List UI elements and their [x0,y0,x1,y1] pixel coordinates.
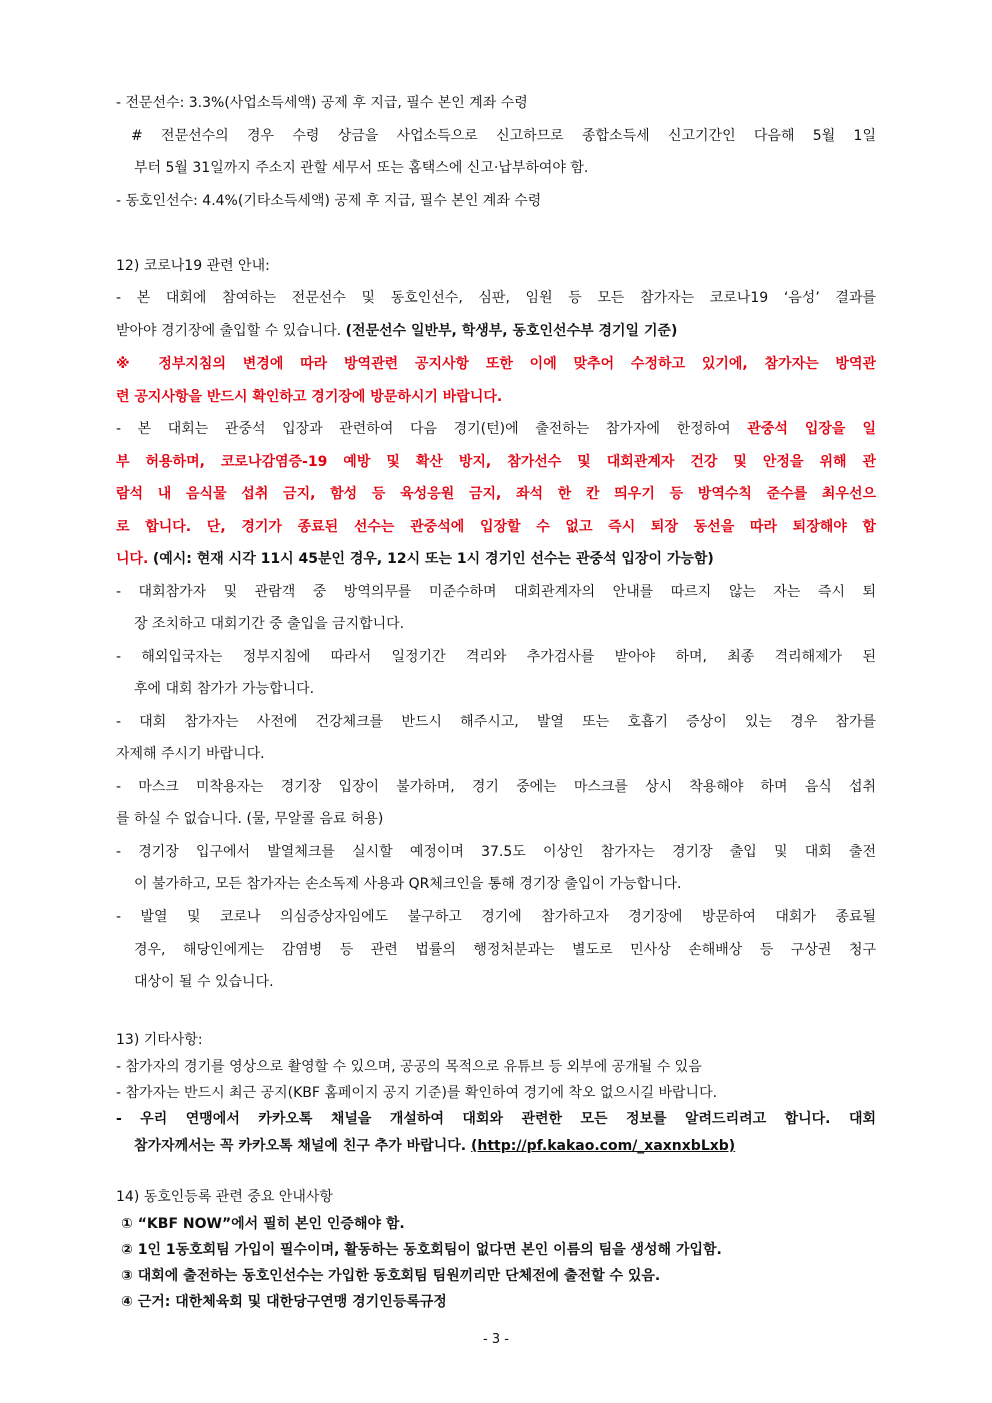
etc-kakao-line [134,1136,876,1156]
etc-heading: 13) 기타사항: [116,1032,203,1048]
covid-spectator-line [116,419,876,439]
covid-spectator-example-text: (예시: 현재 시각 11시 45분인 경우, 12시 또는 1시 경기인 선수는 관중석 입장이 가능함) [152,551,714,567]
pro-tax-note-line: 부터 5월 31일까지 주소지 관할 세무서 또는 홈택스에 신고·납부하여야 함. [134,160,589,176]
covid-paragraph-line: 를 하실 수 없습니다. (물, 무알콜 음료 허용) [116,811,384,827]
covid-spectator-line: 로 합니다. 단, 경기가 종료된 선수는 관중석에 입장할 수 없고 즉시 퇴장 동선을 따라 퇴장해야 합 [116,519,876,535]
covid-paragraph-line: 대상이 될 수 있습니다. [134,974,274,990]
covid-paragraph-line: - 대회참가자 및 관람객 중 방역의무를 미준수하며 대회관계자의 안내를 따르지 않는 자는 즉시 퇴 [116,584,876,600]
covid-paragraph-line: - 마스크 미착용자는 경기장 입장이 불가하며, 경기 중에는 마스크를 상시 착용해야 하며 음식 섭취 [116,779,876,795]
covid-paragraph-line: 경우, 해당인에게는 감염병 등 관련 법률의 행정처분과는 별도로 민사상 손해배상 등 구상권 청구 [134,942,876,958]
registration-item: ① “KBF NOW”에서 필히 본인 인증해야 함. [121,1216,405,1232]
covid-notice-line: ※ 정부지침의 변경에 따라 방역관련 공지사항 또한 이에 맞추어 수정하고 있기에, 참가자는 방역관 [116,356,876,372]
page-number: - 3 - [483,1332,509,1347]
registration-item: ④ 근거: 대한체육회 및 대한당구연맹 경기인등록규정 [121,1294,447,1310]
covid-paragraph-bold-text: (전문선수 일반부, 학생부, 동호인선수부 경기일 기준) [345,323,678,339]
etc-kakao-text: 참가자께서는 꼭 카카오톡 채널에 친구 추가 바랍니다. [134,1138,467,1154]
covid-spectator-red-text: 니다. [116,551,149,567]
covid-paragraph-line: - 본 대회에 참여하는 전문선수 및 동호인선수, 심판, 임원 등 모든 참가자는 코로나19 ‘음성’ 결과를 [116,290,876,306]
covid-spectator-line: 람석 내 음식물 섭취 금지, 함성 등 육성응원 금지, 좌석 한 칸 띄우기 등 방역수칙 준수를 최우선으 [116,486,876,502]
pro-tax-line: - 전문선수: 3.3%(사업소득세액) 공제 후 지급, 필수 본인 계좌 수령 [116,95,528,111]
covid-paragraph-line: 장 조치하고 대회기간 중 출입을 금지합니다. [134,616,405,632]
registration-item: ② 1인 1동호회팀 가입이 필수이며, 활동하는 동호회팀이 없다면 본인 이름의 팀을 생성해 가입함. [121,1242,722,1258]
etc-line: - 참가자는 반드시 최근 공지(KBF 홈페이지 공지 기준)를 확인하여 경기에 착오 없으시길 바랍니다. [116,1085,718,1101]
covid-paragraph-text: 받아야 경기장에 출입할 수 있습니다. [116,323,342,339]
etc-kakao-line: - 우리 연맹에서 카카오톡 채널을 개설하여 대회와 관련한 모든 정보를 알려드리려고 합니다. 대회 [116,1111,876,1127]
covid-spectator-text: - 본 대회는 관중석 입장과 관련하여 다음 경기(턴)에 출전하는 참가자에 한정하여 [116,421,731,437]
covid-paragraph-line [116,321,876,341]
covid-heading: 12) 코로나19 관련 안내: [116,258,270,274]
covid-spectator-line [116,549,876,569]
covid-paragraph-line: - 발열 및 코로나 의심증상자임에도 불구하고 경기에 참가하고자 경기장에 방문하여 대회가 종료될 [116,909,876,925]
registration-item: ③ 대회에 출전하는 동호인선수는 가입한 동호회팀 팀원끼리만 단체전에 출전할 수 있음. [121,1268,661,1284]
covid-paragraph-line: 후에 대회 참가가 가능합니다. [134,681,315,697]
covid-spectator-line: 부 허용하며, 코로나감염증-19 예방 및 확산 방지, 참가선수 및 대회관계자 건강 및 안정을 위해 관 [116,454,876,470]
kakao-channel-link[interactable]: (http://pf.kakao.com/_xaxnxbLxb) [470,1138,736,1154]
covid-spectator-red-text: 관중석 입장을 일 [747,421,876,437]
covid-paragraph-line: 이 불가하고, 모든 참가자는 손소독제 사용과 QR체크인을 통해 경기장 출입이 가능합니다. [134,876,682,892]
amateur-tax-line: - 동호인선수: 4.4%(기타소득세액) 공제 후 지급, 필수 본인 계좌 수령 [116,193,542,209]
registration-heading: 14) 동호인등록 관련 중요 안내사항 [116,1189,333,1205]
covid-paragraph-line: - 해외입국자는 정부지침에 따라서 일정기간 격리와 추가검사를 받아야 하며, 최종 격리해제가 된 [116,649,876,665]
covid-paragraph-line: - 대회 참가자는 사전에 건강체크를 반드시 해주시고, 발열 또는 호흡기 증상이 있는 경우 참가를 [116,714,876,730]
pro-tax-note-line: # 전문선수의 경우 수령 상금을 사업소득으로 신고하므로 종합소득세 신고기간인 다음해 5월 1일 [131,128,876,144]
etc-line: - 참가자의 경기를 영상으로 촬영할 수 있으며, 공공의 목적으로 유튜브 등 외부에 공개될 수 있음 [116,1059,702,1075]
covid-paragraph-line: 자제해 주시기 바랍니다. [116,746,265,762]
covid-notice-line: 련 공지사항을 반드시 확인하고 경기장에 방문하시기 바랍니다. [116,389,503,405]
covid-paragraph-line: - 경기장 입구에서 발열체크를 실시할 예정이며 37.5도 이상인 참가자는 경기장 출입 및 대회 출전 [116,844,876,860]
